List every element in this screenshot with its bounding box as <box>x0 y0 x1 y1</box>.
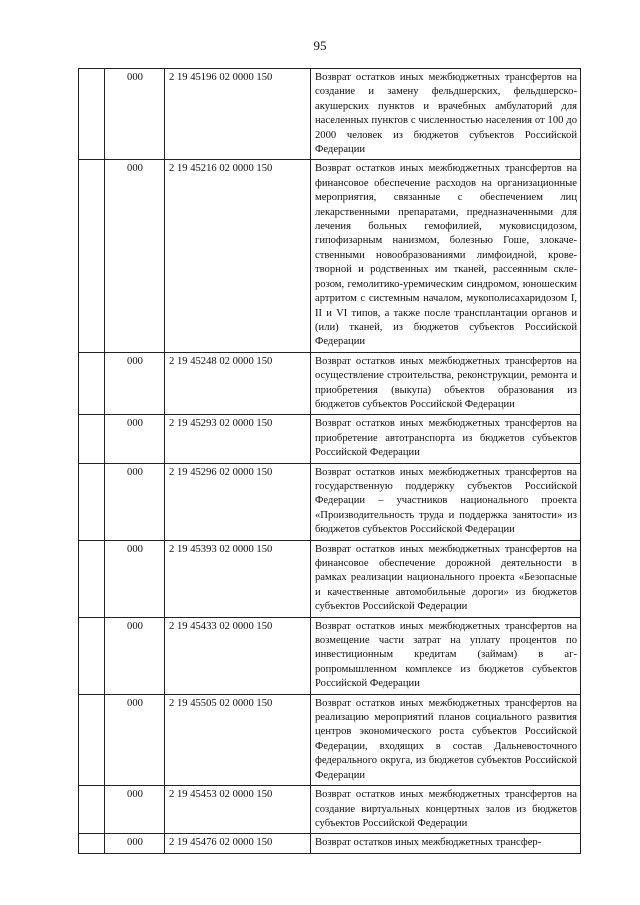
admin-code-cell: 000 <box>105 694 165 785</box>
row-number-cell <box>79 540 105 617</box>
description-cell: Возврат остатков иных межбюджетных трансфертов на реализацию мероприятий планов социального развития центров экономического роста субъектов Российской Федерации, входящих в состав Дальневосточного федерального округа, из бюджетов субъектов Российской Федерации <box>311 694 581 785</box>
admin-code-cell: 000 <box>105 69 165 160</box>
table-row <box>79 352 581 415</box>
admin-code-cell: 000 <box>105 463 165 540</box>
description-cell: Возврат остатков иных межбюджетных трансфертов на финансовое обеспечение дорожной деятельности в рамках реализации национального проекта «Безопасные и качественные автомобильные дороги» из бюджетов субъектов Российской Федерации <box>311 540 581 617</box>
row-number-cell <box>79 463 105 540</box>
table-row <box>79 415 581 463</box>
description-cell: Возврат остатков иных межбюджетных трансфертов на создание виртуальных концертных залов из бюджетов субъектов Российской Федерации <box>311 786 581 834</box>
budget-code-cell: 2 19 45505 02 0000 150 <box>165 694 311 785</box>
admin-code-cell: 000 <box>105 786 165 834</box>
description-cell: Возврат остатков иных межбюджетных трансфер- <box>311 834 581 853</box>
admin-code-cell: 000 <box>105 617 165 694</box>
description-cell: Возврат остатков иных межбюджетных трансфертов на государственную поддержку субъектов Российской Федерации – участников национального проекта «Производительность труда и поддержка занятости» из бюджетов субъектов Российской Федерации <box>311 463 581 540</box>
admin-code-cell: 000 <box>105 415 165 463</box>
table-row <box>79 617 581 694</box>
table-row <box>79 463 581 540</box>
row-number-cell <box>79 160 105 352</box>
budget-code-cell: 2 19 45433 02 0000 150 <box>165 617 311 694</box>
table-row <box>79 834 581 853</box>
description-cell: Возврат остатков иных межбюджетных трансфертов на создание и замену фельдшерских, фельдшерско-акушерских пунктов и врачебных амбулаторий для населенных пунктов с численностью населения от 100 до 2000 человек из бюджетов субъектов Российской Федерации <box>311 69 581 160</box>
row-number-cell <box>79 694 105 785</box>
table-row <box>79 160 581 352</box>
budget-code-cell: 2 19 45296 02 0000 150 <box>165 463 311 540</box>
description-cell: Возврат остатков иных межбюджетных трансфертов на осуществление строительства, реконструкции, ремонта и приобретения (выкупа) объектов образования из бюджетов субъектов Российской Федерации <box>311 352 581 415</box>
description-cell: Возврат остатков иных межбюджетных трансфертов на приобретение автотранспорта из бюджетов субъектов Российской Федерации <box>311 415 581 463</box>
description-cell: Возврат остатков иных межбюджетных трансфертов на финансовое обеспечение расходов на организационные мероприятия, связанные с обеспечением лиц лекарственными препаратами, предназначенными для лечения больных гемофилией, муковисцидозом, гипофизарным нанизмом, болезнью Гоше, злокачественными новообразованиями лимфоидной, кроветворной и родственных им тканей, рассеянным склерозом, гемолитико-уремическим синдромом, юношеским артритом с системным началом, мукополисахаридозом I, II и VI типов, а также после трансплантации органов и (или) тканей, из бюджетов субъектов Российской Федерации <box>311 160 581 352</box>
budget-code-cell: 2 19 45293 02 0000 150 <box>165 415 311 463</box>
budget-code-cell: 2 19 45393 02 0000 150 <box>165 540 311 617</box>
budget-code-cell: 2 19 45216 02 0000 150 <box>165 160 311 352</box>
row-number-cell <box>79 415 105 463</box>
table-row <box>79 694 581 785</box>
budget-codes-table <box>78 68 581 854</box>
row-number-cell <box>79 617 105 694</box>
table-row <box>79 786 581 834</box>
admin-code-cell: 000 <box>105 160 165 352</box>
table-row <box>79 69 581 160</box>
description-cell: Возврат остатков иных межбюджетных трансфертов на возмещение части затрат на уплату процентов по инвестиционным кредитам (займам) в агропромышленном комплексе из бюджетов субъектов Российской Федерации <box>311 617 581 694</box>
budget-code-cell: 2 19 45476 02 0000 150 <box>165 834 311 853</box>
admin-code-cell: 000 <box>105 834 165 853</box>
row-number-cell <box>79 69 105 160</box>
budget-code-cell: 2 19 45453 02 0000 150 <box>165 786 311 834</box>
row-number-cell <box>79 834 105 853</box>
admin-code-cell: 000 <box>105 540 165 617</box>
row-number-cell <box>79 786 105 834</box>
budget-code-cell: 2 19 45248 02 0000 150 <box>165 352 311 415</box>
page-number: 95 <box>313 38 327 53</box>
budget-code-cell: 2 19 45196 02 0000 150 <box>165 69 311 160</box>
admin-code-cell: 000 <box>105 352 165 415</box>
row-number-cell <box>79 352 105 415</box>
table-row <box>79 540 581 617</box>
